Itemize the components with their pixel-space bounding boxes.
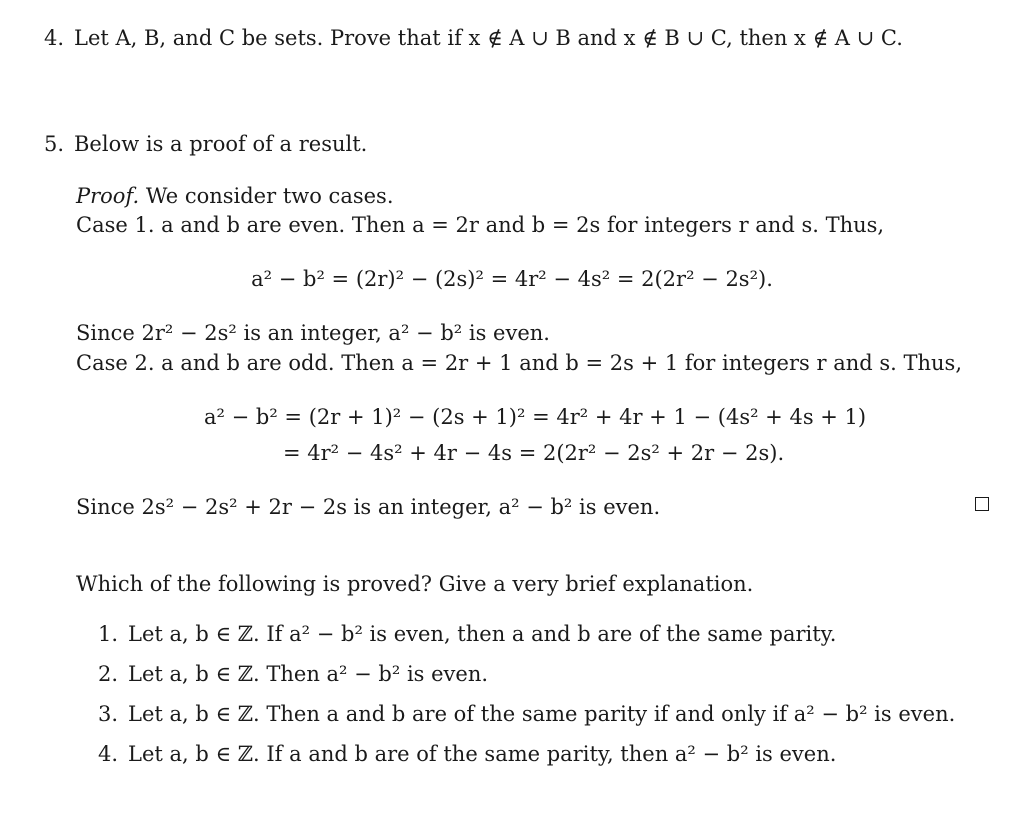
case-1-text: Case 1. a and b are even. Then a = 2r and b = 2s for integers r and s. Thus, (76, 213, 885, 237)
option-number: 4. (98, 742, 119, 766)
proof-first-sentence: We consider two cases. (145, 184, 394, 208)
proof-header (76, 181, 394, 211)
option-text: Let a, b ∈ ℤ. If a and b are of the same parity, then a² − b² is even. (128, 742, 837, 766)
option-number: 1. (98, 622, 119, 646)
problem-5-intro-text: Below is a proof of a result. (74, 132, 368, 156)
option-text: Let a, b ∈ ℤ. If a² − b² is even, then a and b are of the same parity. (128, 622, 837, 646)
equation-1: a² − b² = (2r)² − (2s)² = 4r² − 4s² = 2(2r² − 2s²). (251, 267, 773, 291)
question-text: Which of the following is proved? Give a very brief explanation. (76, 572, 754, 596)
option-number: 2. (98, 662, 119, 686)
option-2 (98, 659, 488, 689)
problem-4 (44, 23, 903, 53)
qed-box-icon (975, 497, 989, 511)
option-number: 3. (98, 702, 119, 726)
case-2-text: Case 2. a and b are odd. Then a = 2r + 1 and b = 2s + 1 for integers r and s. Thus, (76, 351, 962, 375)
since-2-text: Since 2s² − 2s² + 2r − 2s is an integer, a² − b² is even. (76, 495, 661, 519)
option-4 (98, 739, 836, 769)
problem-5-intro (44, 129, 367, 159)
option-text: Let a, b ∈ ℤ. Then a and b are of the same parity if and only if a² − b² is even. (128, 702, 956, 726)
proof-label: Proof. (76, 184, 140, 208)
equation-2a: a² − b² = (2r + 1)² − (2s + 1)² = 4r² + 4r + 1 − (4s² + 4s + 1) (204, 405, 867, 429)
equation-2b: = 4r² − 4s² + 4r − 4s = 2(2r² − 2s² + 2r − 2s). (283, 441, 785, 465)
problem-4-text: Let A, B, and C be sets. Prove that if x ∉ A ∪ B and x ∉ B ∪ C, then x ∉ A ∪ C. (74, 26, 903, 50)
option-text: Let a, b ∈ ℤ. Then a² − b² is even. (128, 662, 489, 686)
problem-4-number: 4. (44, 26, 65, 50)
option-3 (98, 699, 955, 729)
problem-5-number: 5. (44, 132, 65, 156)
option-1 (98, 619, 836, 649)
since-1-text: Since 2r² − 2s² is an integer, a² − b² is even. (76, 321, 550, 345)
